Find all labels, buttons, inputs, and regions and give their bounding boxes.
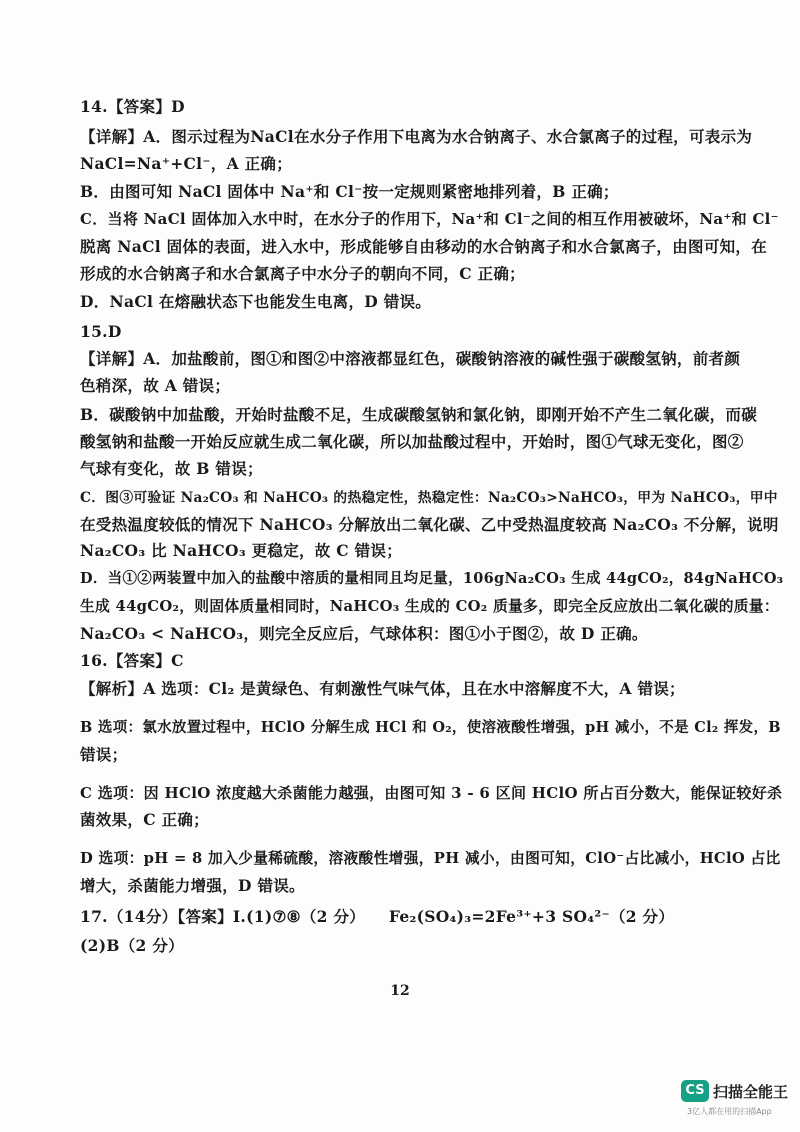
text-line: 在受热温度较低的情况下 NaHCO₃ 分解放出二氧化碳、乙中受热温度较高 Na₂CO₃ 不分解，说明	[80, 515, 779, 534]
text-line: 【详解】A．图示过程为NaCl在水分子作用下电离为水合钠离子、水合氯离子的过程，可表示为	[80, 127, 753, 146]
text-line: 16.【答案】C	[80, 651, 184, 670]
camscanner-logo-icon: CS	[681, 1080, 709, 1102]
watermark-tagline: 3亿人都在用的扫描App	[687, 1107, 772, 1116]
text-line: 酸氢钠和盐酸一开始反应就生成二氧化碳，所以加盐酸过程中，开始时，图①气球无变化，图②	[80, 432, 744, 451]
text-line: 增大，杀菌能力增强，D 错误。	[80, 876, 305, 895]
scanner-watermark	[655, 1080, 795, 1120]
text-line: 菌效果，C 正确；	[80, 810, 209, 829]
text-line: B．碳酸钠中加盐酸，开始时盐酸不足，生成碳酸氢钠和氯化钠，即刚开始不产生二氧化碳，而碳	[80, 405, 758, 424]
text-line: B．由图可知 NaCl 固体中 Na⁺和 Cl⁻按一定规则紧密地排列着，B 正确；	[80, 182, 619, 201]
text-line: 17.（14分）【答案】I.(1)⑦⑧（2 分） Fe₂(SO₄)₃=2Fe³⁺+3 SO₄²⁻（2 分）	[80, 907, 675, 926]
text-line: Na₂CO₃ < NaHCO₃，则完全反应后，气球体积：图①小于图②，故 D 正确。	[80, 624, 648, 643]
text-line: 色稍深，故 A 错误；	[80, 376, 231, 395]
text-line: (2)B（2 分）	[80, 936, 184, 955]
text-line: C．当将 NaCl 固体加入水中时，在水分子的作用下，Na⁺和 Cl⁻之间的相互作用被破坏，Na⁺和 Cl⁻	[80, 210, 779, 228]
text-line: 脱离 NaCl 固体的表面，进入水中，形成能够自由移动的水合钠离子和水合氯离子，由图可知，在	[80, 237, 768, 256]
text-line: 气球有变化，故 B 错误；	[80, 459, 263, 478]
text-line: D 选项：pH = 8 加入少量稀硫酸，溶液酸性增强，PH 减小，由图可知，ClO⁻占比减小，HClO 占比	[80, 850, 781, 867]
text-line: NaCl=Na⁺+Cl⁻，A 正确；	[80, 154, 293, 173]
text-line: B 选项：氯水放置过程中，HClO 分解生成 HCl 和 O₂，使溶液酸性增强，pH 减小，不是 Cl₂ 挥发，B	[80, 719, 781, 736]
text-line: 【解析】A 选项：Cl₂ 是黄绿色、有刺激性气味气体，且在水中溶解度不大，A 错误；	[80, 679, 685, 698]
watermark-app-name: 扫描全能王	[713, 1083, 789, 1101]
text-line: 形成的水合钠离子和水合氯离子中水分子的朝向不同，C 正确；	[80, 264, 525, 283]
text-line: D．当①②两装置中加入的盐酸中溶质的量相同且均足量，106gNa₂CO₃ 生成 44gCO₂，84gNaHCO₃	[80, 570, 784, 587]
text-line: 错误；	[80, 745, 128, 764]
text-line: Na₂CO₃ 比 NaHCO₃ 更稳定，故 C 错误；	[80, 541, 403, 560]
text-line: 14.【答案】D	[80, 97, 185, 116]
text-line: D．NaCl 在熔融状态下也能发生电离，D 错误。	[80, 292, 432, 311]
page-number: 12	[390, 983, 410, 999]
text-line: 生成 44gCO₂，则固体质量相同时，NaHCO₃ 生成的 CO₂ 质量多，即完全反应放出二氧化碳的质量：	[80, 598, 779, 615]
text-line: C 选项：因 HClO 浓度越大杀菌能力越强，由图可知 3 - 6 区间 HClO 所占百分数大，能保证较好杀	[80, 784, 783, 802]
text-line: C．图③可验证 Na₂CO₃ 和 NaHCO₃ 的热稳定性，热稳定性：Na₂CO₃>NaHCO₃，甲为 NaHCO₃，甲中	[80, 490, 778, 506]
text-line: 15.D	[80, 322, 122, 341]
text-line: 【详解】A．加盐酸前，图①和图②中溶液都显红色，碳酸钠溶液的碱性强于碳酸氢钠，前者颜	[80, 349, 741, 368]
